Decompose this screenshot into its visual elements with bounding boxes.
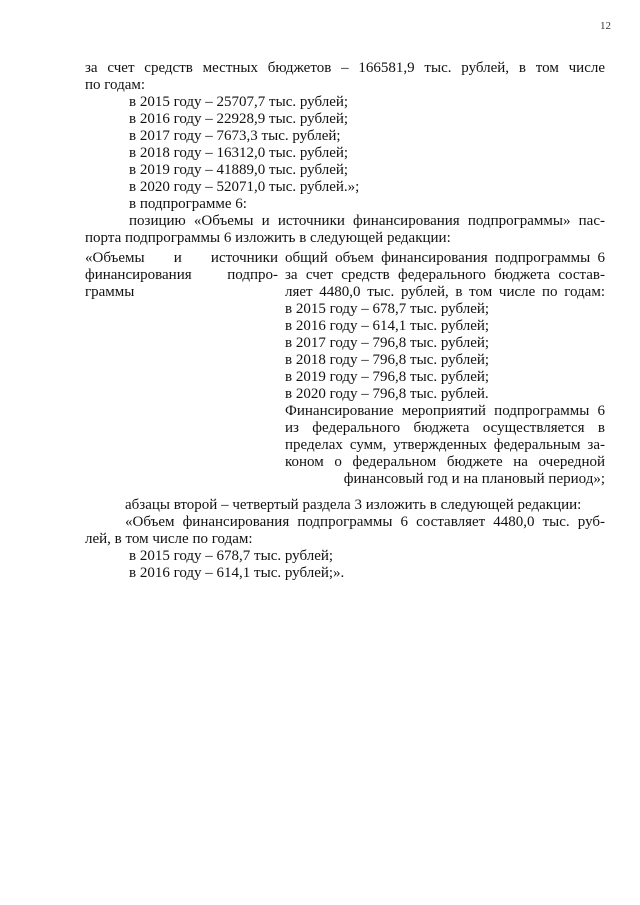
intro-line-1: за счет средств местных бюджетов – 166581,9 тыс. рублей, в том числе [85, 60, 605, 76]
right-year-2016: в 2016 году – 614,1 тыс. рублей; [285, 318, 490, 334]
right-cell-line-12: пределах сумм, утвержденных федеральным за- [285, 437, 605, 453]
quote-line-1: «Объем финансирования подпрограммы 6 составляет 4480,0 тыс. руб- [125, 514, 605, 530]
right-cell-line-14: финансовый год и на плановый период»; [343, 471, 605, 487]
right-year-2015: в 2015 году – 678,7 тыс. рублей; [285, 301, 490, 317]
right-cell-line-3: ляет 4480,0 тыс. рублей, в том числе по годам: [285, 284, 605, 300]
paragraphs-instruction: абзацы второй – четвертый раздела 3 изложить в следующей редакции: [125, 497, 582, 513]
quote-line-2: лей, в том числе по годам: [85, 531, 253, 547]
subprogram-6-heading: в подпрограмме 6: [129, 196, 247, 212]
position-line-1: позицию «Объемы и источники финансирования подпрограммы» пас- [129, 213, 605, 229]
table-right-column [285, 250, 605, 488]
intro-line-2: по годам: [85, 77, 146, 93]
right-cell-line-1: общий объем финансирования подпрограммы 6 [285, 250, 605, 266]
right-year-2017: в 2017 году – 796,8 тыс. рублей; [285, 335, 490, 351]
intro-year-2016: в 2016 году – 22928,9 тыс. рублей; [129, 111, 349, 127]
table-left-column [85, 250, 278, 301]
bottom-year-2016: в 2016 году – 614,1 тыс. рублей;». [129, 565, 345, 581]
left-cell-line-3: граммы [85, 284, 135, 300]
intro-year-2018: в 2018 году – 16312,0 тыс. рублей; [129, 145, 349, 161]
intro-year-2015: в 2015 году – 25707,7 тыс. рублей; [129, 94, 349, 110]
intro-section [85, 60, 605, 247]
right-cell-line-2: за счет средств федерального бюджета состав- [285, 267, 605, 283]
intro-year-2019: в 2019 году – 41889,0 тыс. рублей; [129, 162, 349, 178]
left-cell-line-2: финансирования подпро- [85, 267, 278, 283]
intro-year-2017: в 2017 году – 7673,3 тыс. рублей; [129, 128, 341, 144]
position-line-2: порта подпрограммы 6 изложить в следующей редакции: [85, 230, 451, 246]
right-cell-line-11: из федерального бюджета осуществляется в [285, 420, 605, 436]
right-year-2019: в 2019 году – 796,8 тыс. рублей; [285, 369, 490, 385]
right-year-2020: в 2020 году – 796,8 тыс. рублей. [285, 386, 489, 402]
intro-year-2020: в 2020 году – 52071,0 тыс. рублей.»; [129, 179, 360, 195]
right-cell-line-10: Финансирование мероприятий подпрограммы 6 [285, 403, 605, 419]
bottom-section [85, 497, 605, 582]
right-year-2018: в 2018 году – 796,8 тыс. рублей; [285, 352, 490, 368]
right-cell-line-13: коном о федеральном бюджете на очередной [285, 454, 605, 470]
bottom-year-2015: в 2015 году – 678,7 тыс. рублей; [129, 548, 334, 564]
left-cell-line-1: «Объемы и источники [85, 250, 278, 266]
page-number: 12 [600, 20, 611, 32]
